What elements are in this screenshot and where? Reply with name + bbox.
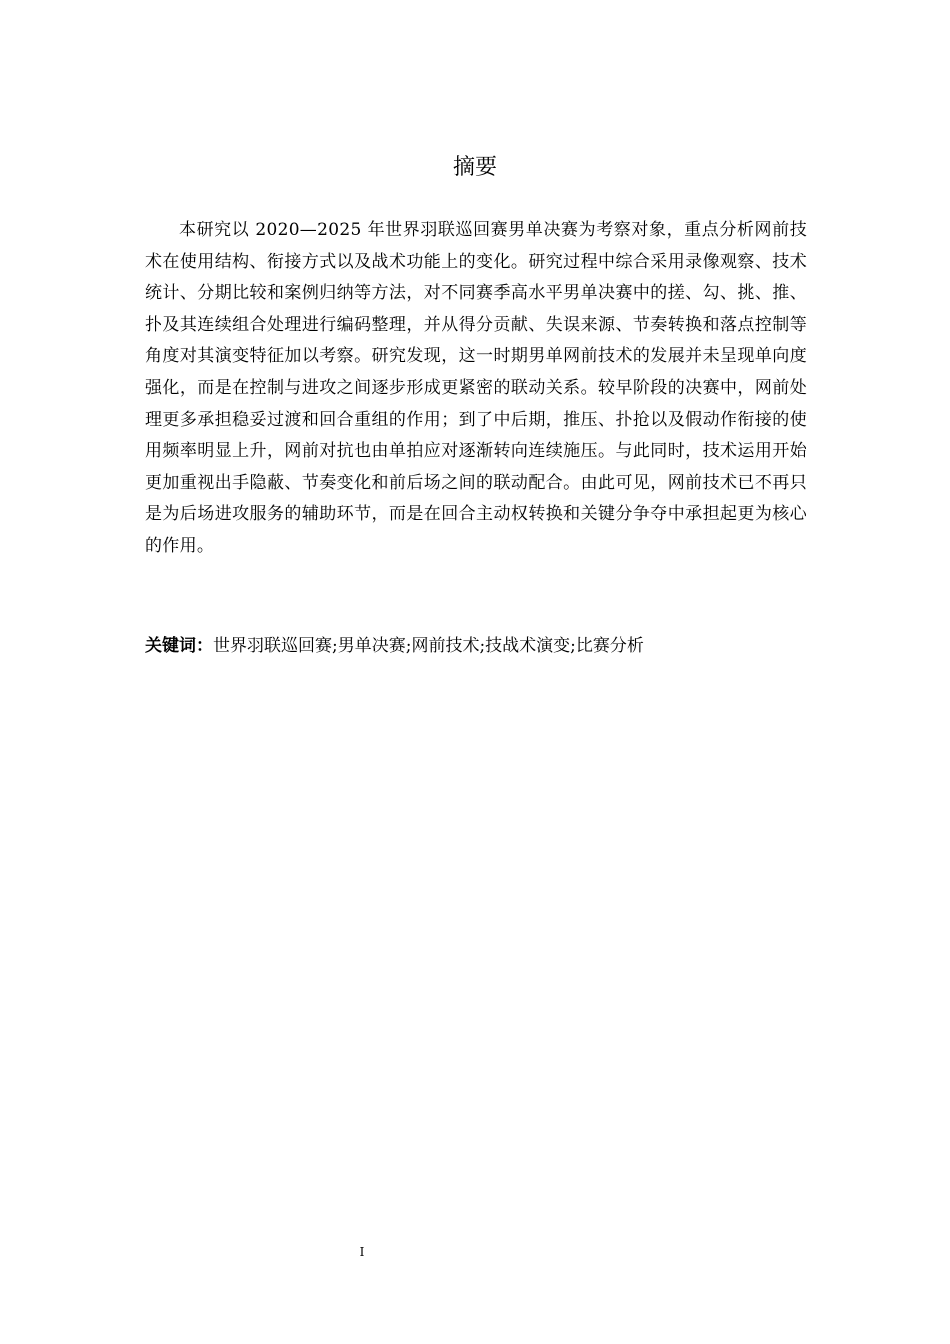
keywords-label: 关键词： bbox=[145, 636, 213, 656]
keywords-line bbox=[145, 631, 807, 661]
page-title: 摘要 bbox=[452, 155, 497, 180]
page-number: I bbox=[359, 1245, 365, 1259]
keywords-text: 世界羽联巡回赛;男单决赛;网前技术;技战术演变;比赛分析 bbox=[213, 636, 644, 656]
abstract-paragraph: 本研究以 2020—2025 年世界羽联巡回赛男单决赛为考察对象，重点分析网前技术在使用结构、衔接方式以及战术功能上的变化。研究过程中综合采用录像观察、技术统计、分期比较和案例归纳等方法，对不同赛季高水平男单决赛中的搓、勾、挑、推、扑及其连续组合处理进行编码整理，并从得分贡献、失误来源、节奏转换和落点控制等角度对其演变特征加以考察。研究发现，这一时期男单网前技术的发展并未呈现单向度强化，而是在控制与进攻之间逐步形成更紧密的联动关系。较早阶段的决赛中，网前处理更多承担稳妥过渡和回合重组的作用；到了中后期，推压、扑抢以及假动作衔接的使用频率明显上升，网前对抗也由单拍应对逐渐转向连续施压。与此同时，技术运用开始更加重视出手隐蔽、节奏变化和前后场之间的联动配合。由此可见，网前技术已不再只是为后场进攻服务的辅助环节，而是在回合主动权转换和关键分争夺中承担起更为核心的作用。 bbox=[145, 220, 807, 556]
